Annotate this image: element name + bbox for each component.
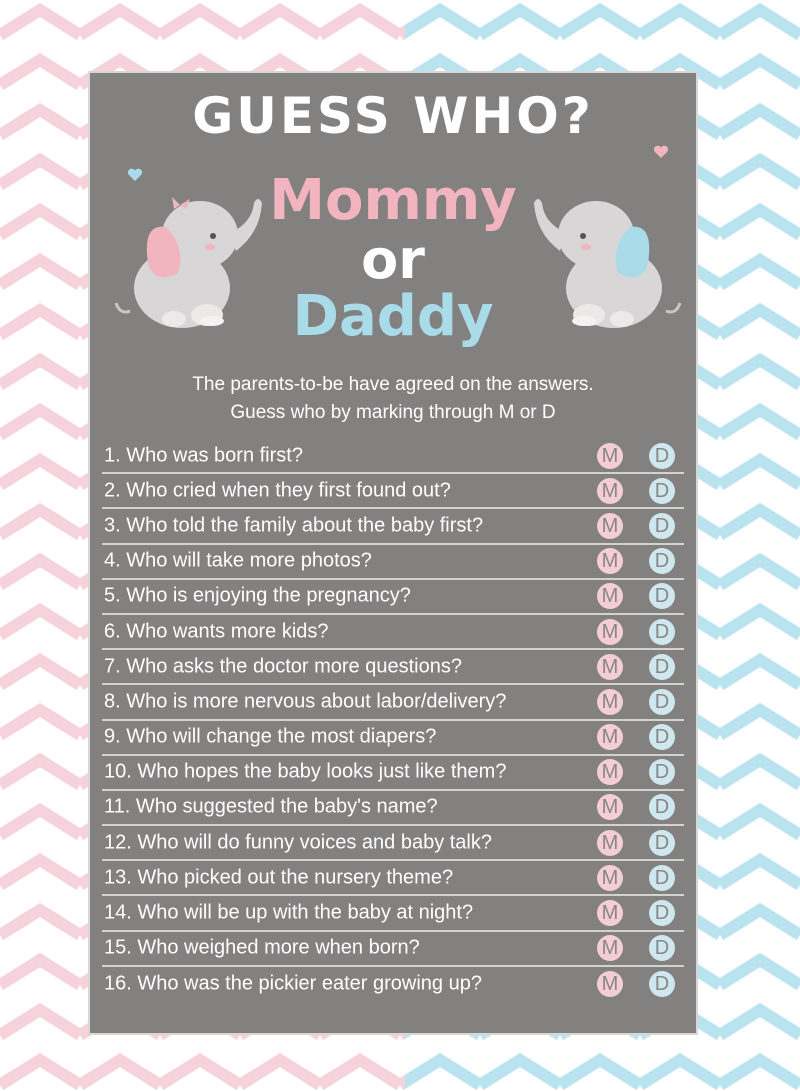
question-text: 12. Who will do funny voices and baby talk? <box>104 831 492 854</box>
daddy-option[interactable]: D <box>649 794 675 820</box>
question-row <box>102 580 684 615</box>
daddy-option[interactable]: D <box>649 619 675 645</box>
question-row <box>102 721 684 756</box>
mommy-option[interactable]: M <box>597 900 623 926</box>
question-row <box>102 685 684 720</box>
instructions <box>90 371 696 427</box>
question-text: 14. Who will be up with the baby at night? <box>104 901 474 924</box>
question-text: 2. Who cried when they first found out? <box>104 479 451 502</box>
mommy-option[interactable]: M <box>597 794 623 820</box>
question-row <box>102 967 684 1002</box>
instructions-line-2: Guess who by marking through M or D <box>230 402 556 423</box>
question-text: 6. Who wants more kids? <box>104 620 329 643</box>
daddy-option[interactable]: D <box>649 724 675 750</box>
or-heading: or <box>361 228 425 291</box>
question-text: 1. Who was born first? <box>104 444 303 467</box>
question-text: 3. Who told the family about the baby first? <box>104 514 484 537</box>
game-card <box>90 73 696 1033</box>
question-text: 5. Who is enjoying the pregnancy? <box>104 584 411 607</box>
question-row <box>102 439 684 474</box>
question-text: 9. Who will change the most diapers? <box>104 725 437 748</box>
question-text: 10. Who hopes the baby looks just like them? <box>104 760 507 783</box>
daddy-option[interactable]: D <box>649 830 675 856</box>
question-text: 4. Who will take more photos? <box>104 549 372 572</box>
mommy-option[interactable]: M <box>597 971 623 997</box>
question-text: 16. Who was the pickier eater growing up? <box>104 972 482 995</box>
question-text: 15. Who weighed more when born? <box>104 936 420 959</box>
daddy-option[interactable]: D <box>649 443 675 469</box>
mommy-option[interactable]: M <box>597 759 623 785</box>
pink-elephant-icon <box>112 193 272 333</box>
daddy-option[interactable]: D <box>649 654 675 680</box>
daddy-option[interactable]: D <box>649 759 675 785</box>
question-row <box>102 861 684 896</box>
question-row <box>102 474 684 509</box>
pink-heart-icon <box>653 145 669 159</box>
mommy-option[interactable]: M <box>597 865 623 891</box>
question-text: 13. Who picked out the nursery theme? <box>104 866 454 889</box>
mommy-option[interactable]: M <box>597 724 623 750</box>
mommy-option[interactable]: M <box>597 443 623 469</box>
mommy-option[interactable]: M <box>597 830 623 856</box>
question-row <box>102 896 684 931</box>
daddy-option[interactable]: D <box>649 513 675 539</box>
daddy-option[interactable]: D <box>649 689 675 715</box>
mommy-option[interactable]: M <box>597 689 623 715</box>
daddy-option[interactable]: D <box>649 583 675 609</box>
question-text: 8. Who is more nervous about labor/delivery? <box>104 690 507 713</box>
mommy-option[interactable]: M <box>597 513 623 539</box>
question-row <box>102 791 684 826</box>
page-title: GUESS WHO? <box>192 87 594 145</box>
question-row <box>102 615 684 650</box>
mommy-option[interactable]: M <box>597 548 623 574</box>
mommy-option[interactable]: M <box>597 583 623 609</box>
question-row <box>102 932 684 967</box>
instructions-line-1: The parents-to-be have agreed on the answers. <box>192 374 594 395</box>
daddy-option[interactable]: D <box>649 865 675 891</box>
question-row <box>102 509 684 544</box>
daddy-option[interactable]: D <box>649 935 675 961</box>
question-text: 11. Who suggested the baby's name? <box>104 795 438 818</box>
daddy-option[interactable]: D <box>649 900 675 926</box>
question-row <box>102 756 684 791</box>
blue-elephant-icon <box>524 193 684 333</box>
mommy-heading: Mommy <box>269 168 517 233</box>
question-row <box>102 826 684 861</box>
question-list <box>102 439 684 1002</box>
daddy-option[interactable]: D <box>649 971 675 997</box>
question-row <box>102 650 684 685</box>
daddy-option[interactable]: D <box>649 548 675 574</box>
question-row <box>102 545 684 580</box>
daddy-heading: Daddy <box>292 284 494 349</box>
mommy-option[interactable]: M <box>597 654 623 680</box>
question-text: 7. Who asks the doctor more questions? <box>104 655 462 678</box>
mommy-option[interactable]: M <box>597 478 623 504</box>
mommy-option[interactable]: M <box>597 619 623 645</box>
mommy-option[interactable]: M <box>597 935 623 961</box>
daddy-option[interactable]: D <box>649 478 675 504</box>
